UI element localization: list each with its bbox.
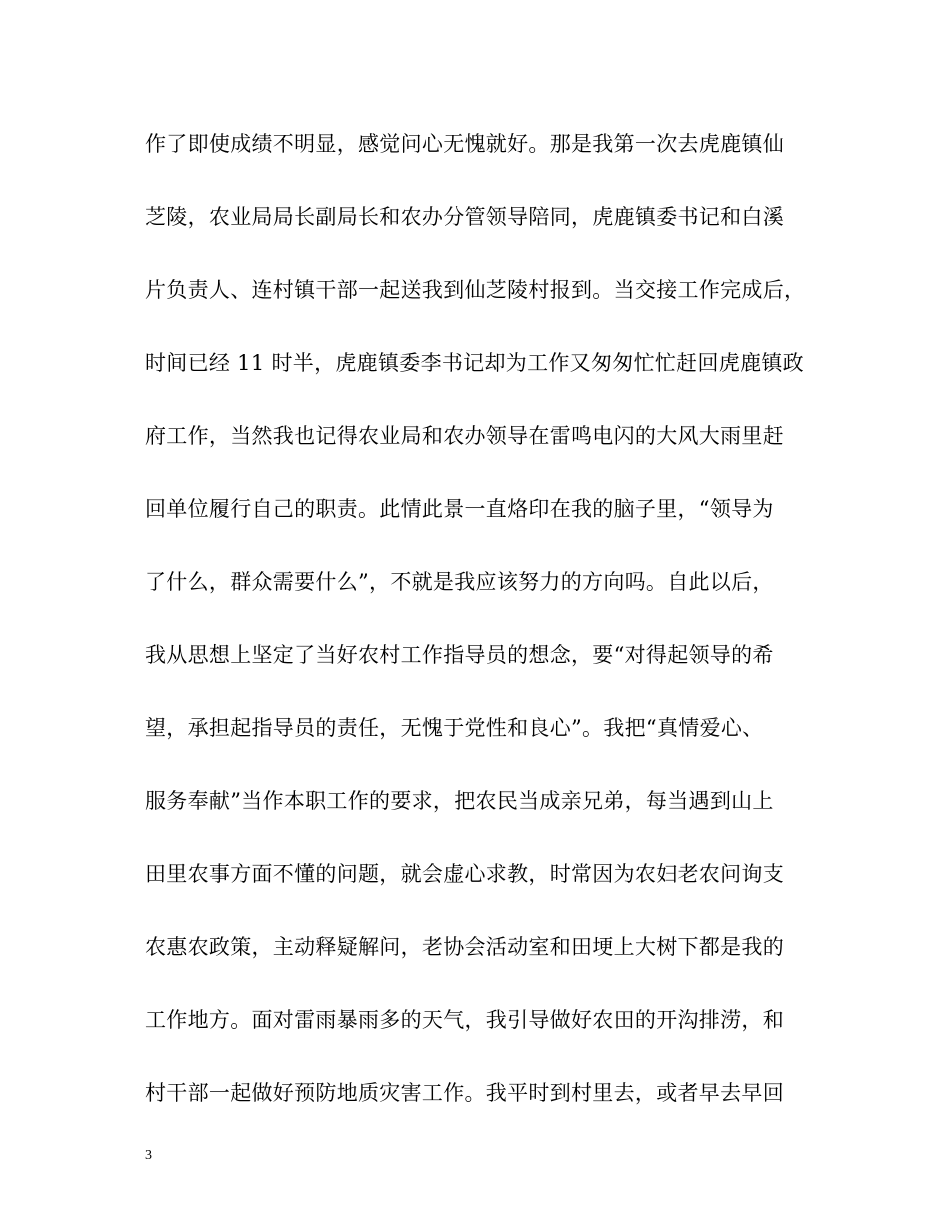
- text-line: 工作地方。面对雷雨暴雨多的天气，我引导做好农田的开沟排涝，和: [145, 1008, 784, 1032]
- text-line: 我从思想上坚定了当好农村工作指导员的想念，要“对得起领导的希: [145, 643, 774, 667]
- text-line: 服务奉献”当作本职工作的要求，把农民当成亲兄弟，每当遇到山上: [145, 789, 774, 813]
- text-line: 片负责人、连村镇干部一起送我到仙芝陵村报到。当交接工作完成后，: [145, 278, 806, 302]
- text-line: 回单位履行自己的职责。此情此景一直烙印在我的脑子里，“领导为: [145, 497, 774, 521]
- text-line: 农惠农政策，主动释疑解问，老协会活动室和田埂上大树下都是我的: [145, 935, 784, 959]
- text-line: 芝陵，农业局局长副局长和农办分管领导陪同，虎鹿镇委书记和白溪: [145, 205, 784, 229]
- text-line: 望，承担起指导员的责任，无愧于党性和良心”。我把“真情爱心、: [145, 716, 764, 740]
- text-line: 村干部一起做好预防地质灾害工作。我平时到村里去，或者早去早回: [145, 1081, 784, 1105]
- text-line: 府工作，当然我也记得农业局和农办领导在雷鸣电闪的大风大雨里赶: [145, 424, 784, 448]
- text-line: 作了即使成绩不明显，感觉问心无愧就好。那是我第一次去虎鹿镇仙: [145, 132, 784, 156]
- page-number: 3: [145, 1148, 152, 1163]
- text-line: 时间已经 11 时半，虎鹿镇委李书记却为工作又匆匆忙忙赶回虎鹿镇政: [145, 351, 804, 375]
- text-line: 田里农事方面不懂的问题，就会虚心求教，时常因为农妇老农问询支: [145, 862, 784, 886]
- text-line: 了什么，群众需要什么”，不就是我应该努力的方向吗。自此以后，: [145, 570, 774, 594]
